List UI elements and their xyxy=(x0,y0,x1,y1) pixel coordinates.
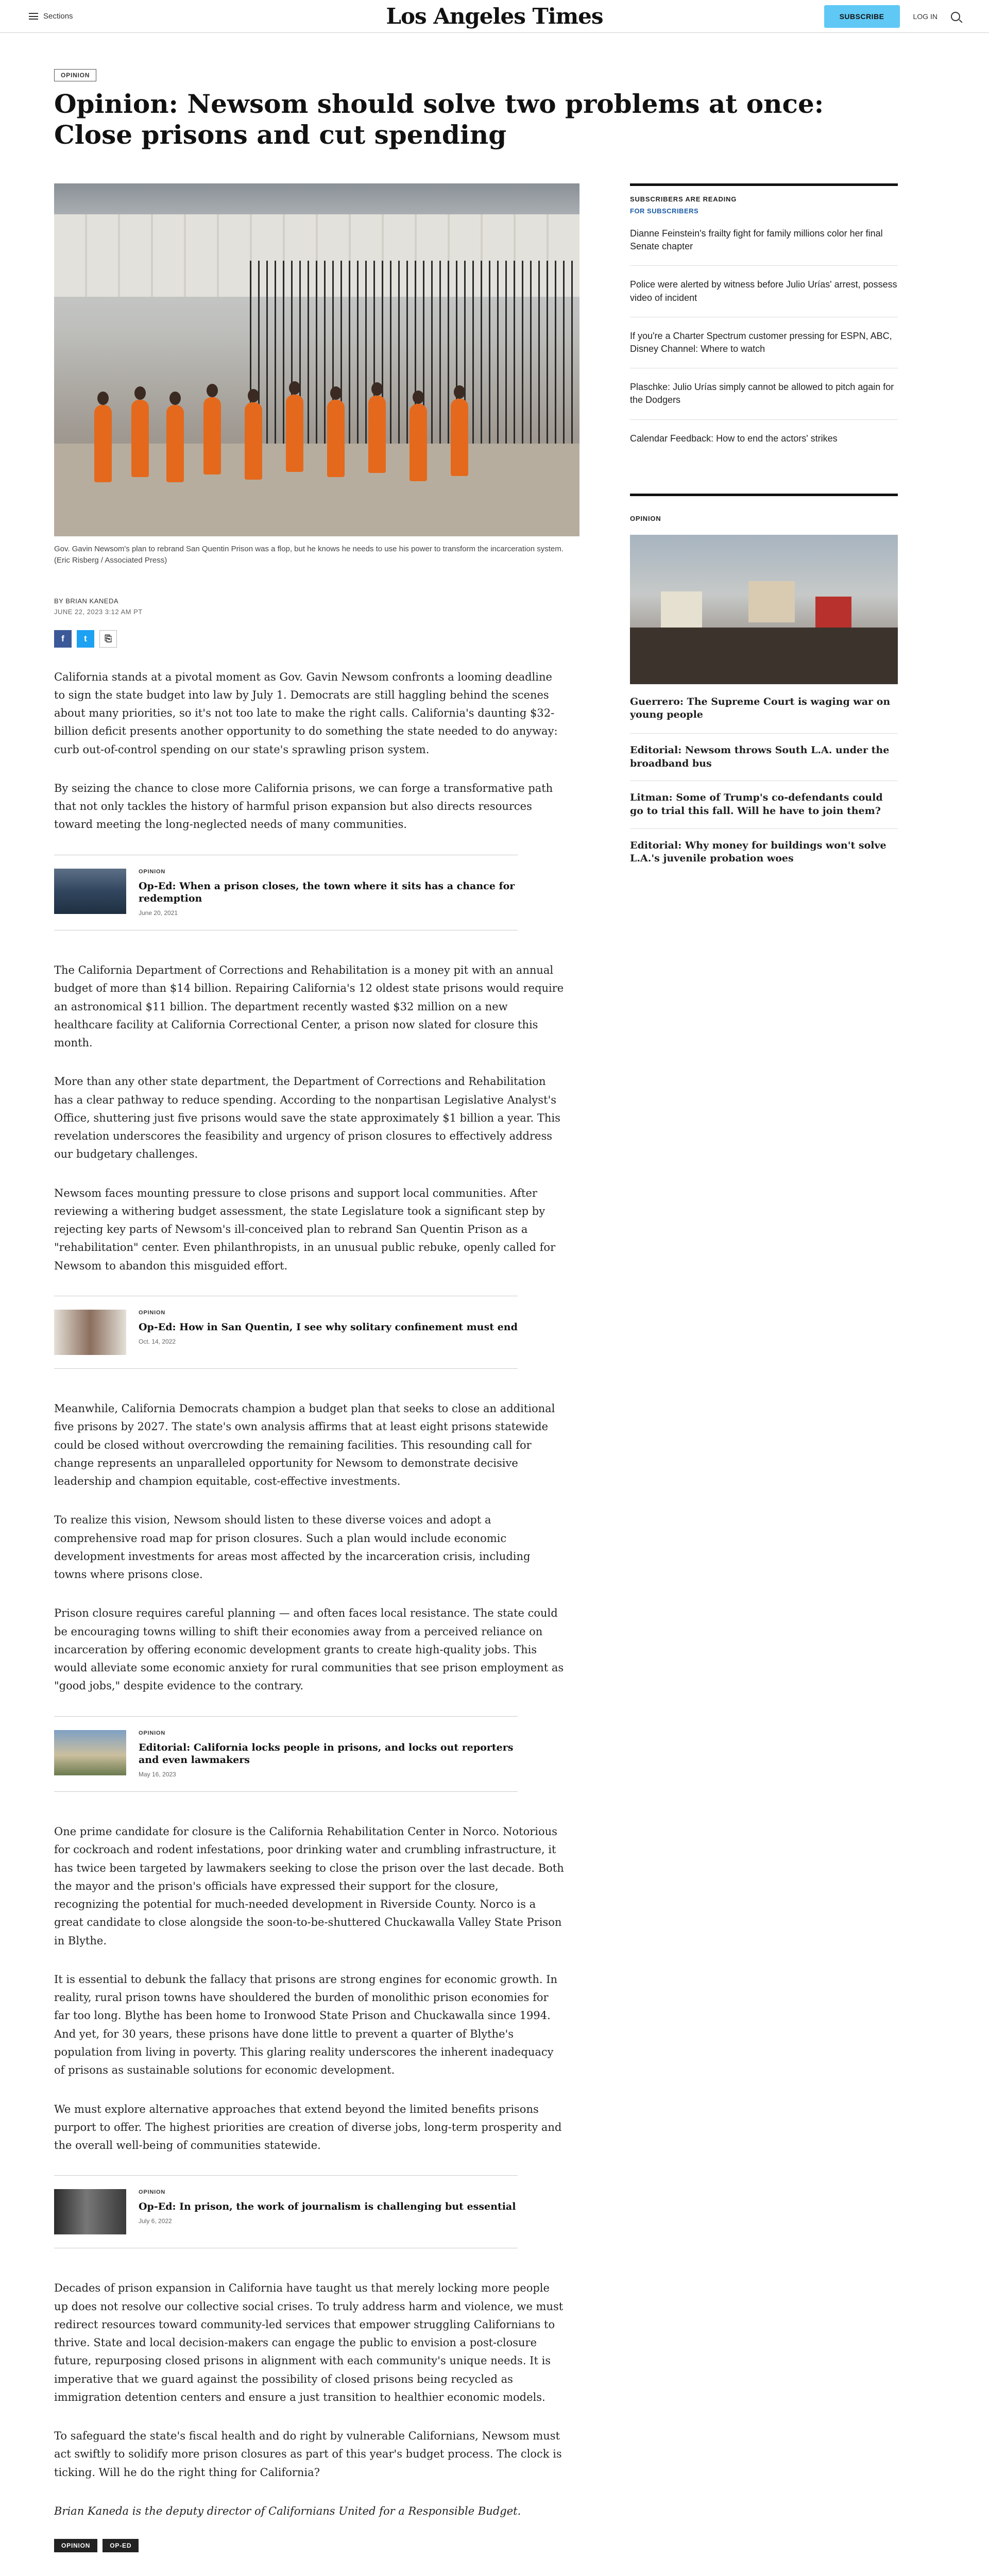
section-tag[interactable]: OPINION xyxy=(54,69,96,81)
opinion-item[interactable]: Editorial: Why money for buildings won't solve L.A.'s juvenile probation woes xyxy=(630,828,898,876)
related-kicker: OPINION xyxy=(139,1309,166,1316)
paragraph: To safeguard the state's fiscal health and do right by vulnerable Californians, Newsom must act swiftly to solidify more prison closures as part of this year's budget process. The clock is ticking. Will he do the right thing for California? xyxy=(54,2430,562,2479)
right-rail xyxy=(630,183,898,2576)
publish-date: JUNE 22, 2023 3:12 AM PT xyxy=(54,607,143,616)
related-title[interactable]: Op-Ed: In prison, the work of journalism is challenging but essential xyxy=(139,2201,516,2213)
opinion-rail xyxy=(630,494,898,876)
related-date: July 6, 2022 xyxy=(139,2217,172,2225)
reading-heading: SUBSCRIBERS ARE READING xyxy=(630,195,737,203)
paragraph: One prime candidate for closure is the California Rehabilitation Center in Norco. Notorious for cockroach and rodent infestations, poor drinking water and crumbling infrastructure, it has twice been targeted by lawmakers seeking to close the prison over the last decade. Both the mayor and the prison's officials have expressed their support for the closure, recognizing the potential for much-needed development in Riverside County. Norco is a great candidate to close alongside the soon-to-be-shuttered Chuckawalla Valley State Prison in Blythe. xyxy=(54,1825,564,1947)
related-thumbnail xyxy=(54,1310,126,1355)
page-wrapper xyxy=(54,33,935,2576)
opinion-item[interactable]: Editorial: Newsom throws South L.A. under the broadband bus xyxy=(630,733,898,781)
tag-opinion[interactable]: OPINION xyxy=(54,2539,97,2552)
facebook-share-icon[interactable]: f xyxy=(54,630,72,648)
reading-item[interactable]: Dianne Feinstein's frailty fight for family millions color her final Senate chapter xyxy=(630,215,898,266)
reading-item[interactable]: Plaschke: Julio Urías simply cannot be allowed to pitch again for the Dodgers xyxy=(630,368,898,419)
sections-label: Sections xyxy=(43,12,73,21)
paragraph: To realize this vision, Newsom should listen to these diverse voices and adopt a comprehensive road map for prison closures. Such a plan would include economic development investments for areas most affected by the incarceration crisis, including towns where prisons close. xyxy=(54,1514,531,1581)
related-date: May 16, 2023 xyxy=(139,1771,176,1778)
paragraph: Prison closure requires careful planning — and often faces local resistance. The state could be encouraging towns willing to shift their economies away from a perceived reliance on incarceration by offering economic development grants to create high-quality jobs. This would alleviate some economic anxiety for rural communities that see prison employment as "good jobs," despite evidence to the contrary. xyxy=(54,1607,564,1692)
author-signature: Brian Kaneda is the deputy director of Californians United for a Responsible Budget. xyxy=(54,2504,521,2517)
image-caption: Gov. Gavin Newsom's plan to rebrand San Quentin Prison was a flop, but he knows he needs to use his power to transform the incarceration system. (Eric Risberg / Associated Press) xyxy=(54,545,564,565)
related-thumbnail xyxy=(54,869,126,914)
reading-item[interactable]: Calendar Feedback: How to end the actors' strikes xyxy=(630,433,838,444)
opinion-lead-image[interactable] xyxy=(630,535,898,684)
related-kicker: OPINION xyxy=(139,2189,166,2196)
paragraph: More than any other state department, the Department of Corrections and Rehabilitation has a clear pathway to reduce spending. According to the nonpartisan Legislative Analyst's Office, shuttering just five prisons would save the state approximately $1 billion a year. This revelation underscores the feasibility and urgency of prison closures to effectively address our budgetary challenges. xyxy=(54,1075,560,1161)
article-tags xyxy=(54,2539,564,2552)
sections-menu-button[interactable] xyxy=(29,12,73,21)
related-link-1[interactable] xyxy=(54,855,518,930)
tag-op-ed[interactable]: OP-ED xyxy=(103,2539,139,2552)
related-link-3[interactable] xyxy=(54,1716,518,1792)
opinion-lead-title[interactable]: Guerrero: The Supreme Court is waging war on young people xyxy=(630,696,891,721)
paragraph: The California Department of Corrections and Rehabilitation is a money pit with an annual budget of more than $14 billion. Repairing California's 12 oldest state prisons would require an astronomical $11 billion. The department recently wasted $32 million on a new healthcare facility at California Correctional Center, a prison now slated for closure this month. xyxy=(54,964,564,1049)
related-link-4[interactable] xyxy=(54,2175,518,2248)
article-main xyxy=(54,183,579,2576)
twitter-share-icon[interactable]: t xyxy=(77,630,94,648)
content-columns xyxy=(54,183,935,2576)
related-link-2[interactable] xyxy=(54,1296,518,1369)
paragraph: We must explore alternative approaches that extend beyond the limited benefits prisons purport to offer. The highest priorities are creation of diverse jobs, long-term prosperity and the overall well-being of communities statewide. xyxy=(54,2103,562,2152)
article-body xyxy=(54,668,564,2553)
hero-image xyxy=(54,183,579,536)
login-link[interactable]: LOG IN xyxy=(913,12,937,21)
link-share-icon[interactable]: ⎘ xyxy=(99,630,117,648)
subscribers-reading xyxy=(630,183,898,457)
reading-item[interactable]: If you're a Charter Spectrum customer pressing for ESPN, ABC, Disney Channel: Where to watch xyxy=(630,317,898,368)
related-thumbnail xyxy=(54,1730,126,1775)
byline[interactable]: BY BRIAN KANEDA xyxy=(54,597,119,605)
related-kicker: OPINION xyxy=(139,1730,166,1736)
reading-subheading: FOR SUBSCRIBERS xyxy=(630,207,699,215)
opinion-item[interactable]: Litman: Some of Trump's co-defendants could go to trial this fall. Will he have to join them? xyxy=(630,781,898,828)
search-icon[interactable] xyxy=(951,12,960,21)
subscribe-button[interactable]: SUBSCRIBE xyxy=(824,5,900,28)
paragraph: California stands at a pivotal moment as Gov. Gavin Newsom confronts a looming deadline to sign the state budget into law by July 1. Democrats are still haggling behind the scenes about many priorities, so it's not too late to make the right calls. California's daunting $32-billion deficit presents another opportunity to do something the state needed to do anyway: curb out-of-control spending on our state's sprawling prison system. xyxy=(54,670,558,756)
paragraph: Newsom faces mounting pressure to close prisons and support local communities. After reviewing a withering budget assessment, the state Legislature took a significant step by rejecting key parts of Newsom's ill-conceived plan to rebrand San Quentin Prison as a "rehabilitation" center. Even philanthropists, in an unusual public rebuke, openly called for Newsom to abandon this misguided effort. xyxy=(54,1187,556,1272)
related-kicker: OPINION xyxy=(139,868,166,875)
share-bar xyxy=(54,630,579,648)
related-thumbnail xyxy=(54,2189,126,2234)
related-title[interactable]: Op-Ed: How in San Quentin, I see why solitary confinement must end xyxy=(139,1321,518,1333)
related-date: Oct. 14, 2022 xyxy=(139,1337,176,1345)
paragraph: Decades of prison expansion in California have taught us that merely locking more people up does not resolve our collective social crises. To truly address harm and violence, we must redirect resources toward community-led services that empower struggling Californians to thrive. State and local decision-makers can engage the public to envision a post-closure future, repurposing closed prisons in alignment with each community's unique needs. It is imperative that we guard against the possibility of closed prisons being recycled as immigration detention centers and ensure a just transition to healthier economic models. xyxy=(54,2282,564,2403)
site-logo[interactable]: Los Angeles Times xyxy=(386,4,603,29)
headline: Opinion: Newsom should solve two problems at once: Close prisons and cut spending xyxy=(54,89,824,150)
opinion-heading[interactable]: OPINION xyxy=(630,514,661,522)
reading-item[interactable]: Police were alerted by witness before Julio Urías' arrest, possess video of incident xyxy=(630,266,898,317)
hamburger-icon xyxy=(29,13,38,20)
header-actions xyxy=(824,5,960,28)
paragraph: Meanwhile, California Democrats champion a budget plan that seeks to close an additional five prisons by 2027. The state's own analysis affirms that at least eight prisons statewide could be closed without overcrowding the remaining facilities. This resounding call for change represents an unparalleled opportunity for Newsom to demonstrate decisive leadership and champion equitable, cost-effective investments. xyxy=(54,1402,555,1488)
paragraph: It is essential to debunk the fallacy that prisons are strong engines for economic growth. In reality, rural prison towns have shouldered the burden of monolithic prison economies for far too long. Blythe has been home to Ironwood State Prison and Chuckawalla since 1994. And yet, for 30 years, these prisons have done little to prevent a quarter of Blythe's population from living in poverty. This glaring reality underscores the inherent inadequacy of prisons as sustainable solutions for economic development. xyxy=(54,1973,558,2077)
related-date: June 20, 2021 xyxy=(139,909,178,917)
related-title[interactable]: Editorial: California locks people in prisons, and locks out reporters and even lawmakers xyxy=(139,1741,514,1766)
site-header xyxy=(0,0,989,33)
paragraph: By seizing the chance to close more California prisons, we can forge a transformative path that not only tackles the history of harmful prison expansion but also directs resources toward meeting the long-neglected needs of many communities. xyxy=(54,782,553,831)
related-title[interactable]: Op-Ed: When a prison closes, the town where it sits has a chance for redemption xyxy=(139,880,515,905)
